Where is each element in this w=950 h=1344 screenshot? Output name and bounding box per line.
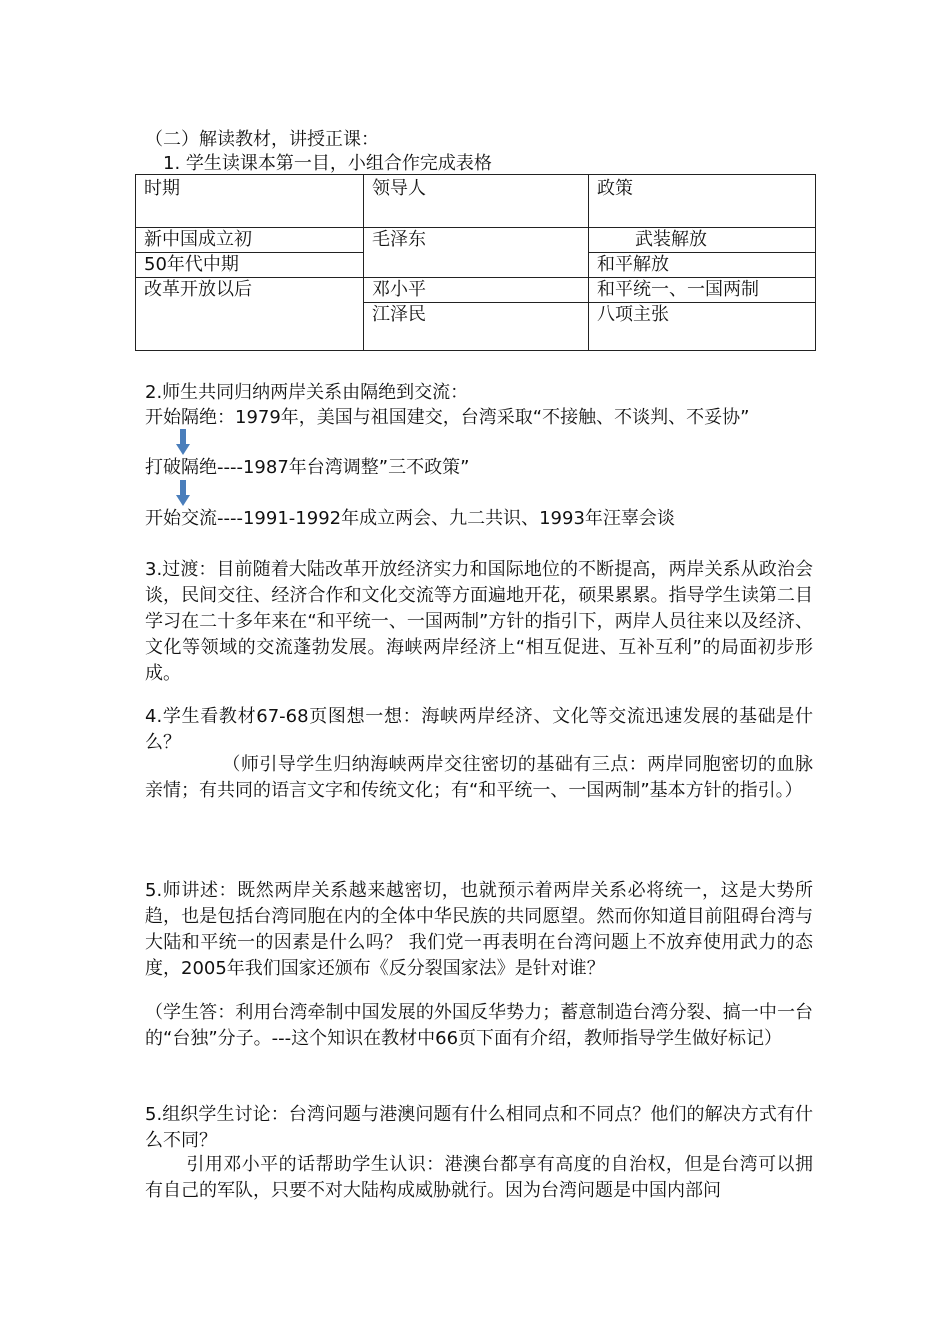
item-5-discussion-text: 引用邓小平的话帮助学生认识：港澳台都享有高度的自治权，但是台湾可以拥有自己的军队，只要不对大陆构成威胁就行。因为台湾问题是中国内部问 <box>145 1154 813 1201</box>
cell-period: 新中国成立初 <box>136 228 364 253</box>
item-3-paragraph: 3.过渡：目前随着大陆改革开放经济实力和国际地位的不断提高，两岸关系从政治会谈，民间交往、经济合作和文化交流等方面遍地开花，硕果累累。指导学生读第二目学习在二十多年来在“和平统一、一国两制”方针的指引下，两岸人员往来以及经济、文化等领域的交流蓬勃发展。海峡两岸经济上“相互促进、互补互利”的局面初步形成。 <box>145 559 813 684</box>
timeline-step-2: 打破隔绝----1987年台湾调整”三不政策” <box>145 457 470 478</box>
item-1-instruction: 1. 学生读课本第一目，小组合作完成表格 <box>163 153 492 174</box>
item-5-discussion-question: 5.组织学生讨论：台湾问题与港澳问题有什么相同点和不同点？他们的解决方式有什么不同？ <box>145 1104 813 1151</box>
timeline-step-3: 开始交流----1991-1992年成立两会、九二共识、1993年汪辜会谈 <box>145 508 675 529</box>
item-4-question: 4.学生看教材67-68页图想一想：海峡两岸经济、文化等交流迅速发展的基础是什么？ <box>145 706 813 753</box>
policy-table <box>135 174 816 351</box>
cell-period: 改革开放以后 <box>136 278 364 351</box>
cell-policy: 和平解放 <box>589 253 816 278</box>
item-2-title: 2.师生共同归纳两岸关系由隔绝到交流： <box>145 382 469 403</box>
item-5-student-answer: （学生答：利用台湾牵制中国发展的外国反华势力；蓄意制造台湾分裂、搞一中一台的“台独”分子。---这个知识在教材中66页下面有介绍，教师指导学生做好标记） <box>145 1002 813 1049</box>
cell-policy: 武装解放 <box>589 228 816 253</box>
header-period: 时期 <box>136 175 364 228</box>
header-leader: 领导人 <box>364 175 589 228</box>
cell-leader: 毛泽东 <box>364 228 589 278</box>
item-5-lecture: 5.师讲述：既然两岸关系越来越密切，也就预示着两岸关系必将统一，这是大势所趋，也是包括台湾同胞在内的全体中华民族的共同愿望。然而你知道目前阻碍台湾与大陆和平统一的因素是什么吗？ 我们党一再表明在台湾问题上不放弃使用武力的态度，2005年我们国家还颁布《反分裂国家法》是针对谁？ <box>145 880 813 979</box>
cell-policy: 和平统一、一国两制 <box>589 278 816 303</box>
cell-leader: 邓小平 <box>364 278 589 303</box>
cell-leader: 江泽民 <box>364 303 589 351</box>
down-arrow-icon <box>176 480 190 506</box>
table-row <box>136 278 816 303</box>
down-arrow-icon <box>176 429 190 455</box>
timeline-step-1: 开始隔绝：1979年，美国与祖国建交，台湾采取“不接触、不谈判、不妥协” <box>145 407 750 428</box>
section-title: （二）解读教材，讲授正课： <box>145 129 379 150</box>
item-4-note: （师引导学生归纳海峡两岸交往密切的基础有三点：两岸同胞密切的血脉亲情；有共同的语言文字和传统文化；有“和平统一、一国两制”基本方针的指引。） <box>145 754 813 801</box>
header-policy: 政策 <box>589 175 816 228</box>
table-row <box>136 228 816 253</box>
table-header-row <box>136 175 816 228</box>
cell-policy: 八项主张 <box>589 303 816 351</box>
cell-period: 50年代中期 <box>136 253 364 278</box>
